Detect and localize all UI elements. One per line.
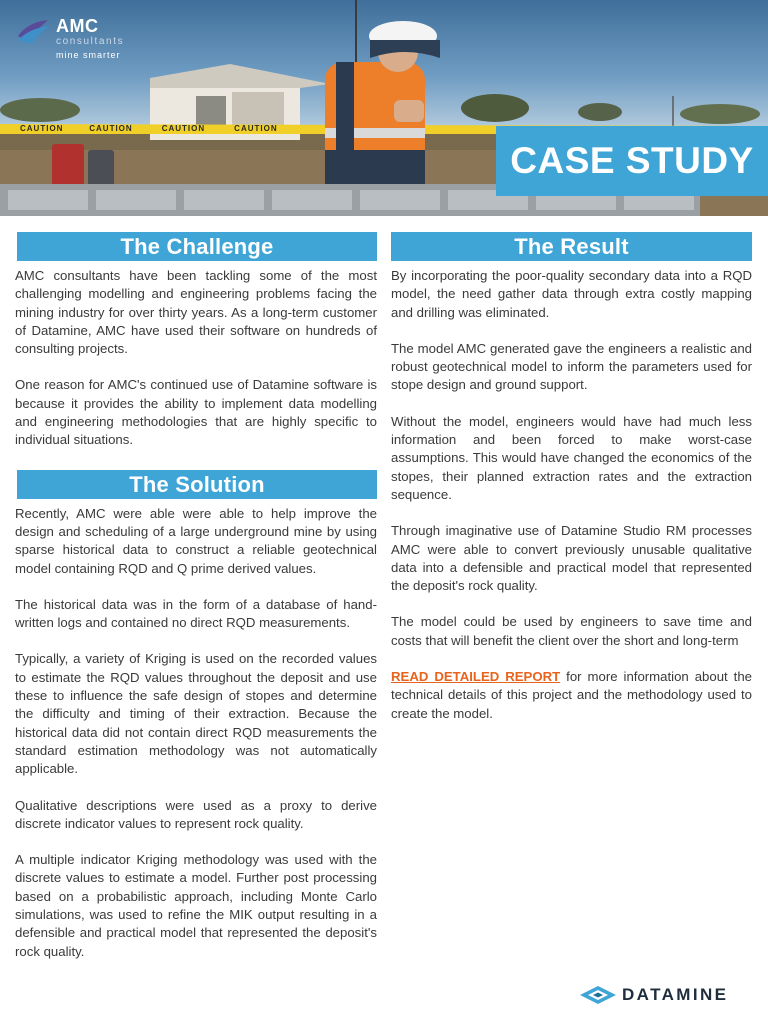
solution-paragraph: Recently, AMC were able were able to help improve the design and scheduling of a large underground mine by using sparse historical data to construct a reliable geotechnical model containing RQD and Q prime derived values. <box>15 505 377 576</box>
amc-logo[interactable] <box>16 16 146 64</box>
result-heading: The Result <box>391 232 752 261</box>
logo-name: AMC <box>56 16 99 36</box>
challenge-heading: The Challenge <box>17 232 377 261</box>
report-description: for more information about the technical details of this project and the methodology used to create the model. <box>391 669 752 721</box>
caution-tape-text: CAUTION CAUTION CAUTION CAUTION <box>20 124 278 133</box>
solution-paragraph: The historical data was in the form of a database of hand-written logs and contained no direct RQD measurements. <box>15 596 377 631</box>
result-paragraph: The model AMC generated gave the engineers a realistic and robust geotechnical model to inform the parameters used for stope design and ground support. <box>391 340 752 393</box>
solution-paragraph: Typically, a variety of Kriging is used on the recorded values to estimate the RQD values throughout the deposit and use these to influence the safe design of stopes and determine the difficulty and timing of their extraction. Because the historical data did not contain direct RQD measurements the standard estimation methodology was not automatically applicable. <box>15 651 377 777</box>
solution-paragraph: A multiple indicator Kriging methodology was used with the discrete values to estimate a model. Further post processing based on a probabilistic approach, including Monte Carlo simulations, was used to refine the MIK output resulting in a defensible and practical model that represented the deposit's rock quality. <box>15 852 377 959</box>
datamine-brand: DATAMINE <box>622 985 729 1004</box>
hero-banner <box>0 0 768 216</box>
solution-paragraph: Qualitative descriptions were used as a proxy to derive discrete indicator values to represent rock quality. <box>15 797 377 831</box>
amc-wave-icon <box>16 18 50 44</box>
right-column <box>391 232 752 741</box>
challenge-paragraph: One reason for AMC's continued use of Datamine software is because it provides the ability to implement data modelling and engineering methodologies that are highly specific to individual situations. <box>15 377 377 448</box>
report-paragraph <box>391 668 752 723</box>
result-paragraph: By incorporating the poor-quality secondary data into a RQD model, the need gather data through extra costly mapping and drilling was eliminated. <box>391 268 752 320</box>
left-column <box>15 232 377 979</box>
logo-subtitle: consultants <box>56 36 125 47</box>
result-paragraph: Without the model, engineers would have had much less information and been forced to make worst-case assumptions. This would have changed the economics of the stopes, their planned extraction rates and the extraction sequence. <box>391 413 752 502</box>
case-study-banner: CASE STUDY <box>496 126 768 196</box>
datamine-diamond-icon <box>580 986 616 1004</box>
solution-heading: The Solution <box>17 470 377 499</box>
result-paragraph: Through imaginative use of Datamine Studio RM processes AMC were able to convert previously unusable qualitative data into a defensible and practical model that represented the deposit's rock quality. <box>391 523 752 594</box>
result-paragraph: The model could be used by engineers to save time and costs that will benefit the client over the short and long-term <box>391 614 752 648</box>
datamine-logo[interactable] <box>580 984 760 1006</box>
logo-tagline: mine smarter <box>56 50 121 60</box>
challenge-paragraph: AMC consultants have been tackling some of the most challenging modelling and engineering problems facing the mining industry for over thirty years. As a long-term customer of Datamine, AMC have used their software on hundreds of consulting projects. <box>15 268 377 357</box>
read-detailed-report-link[interactable]: READ DETAILED REPORT <box>391 669 561 685</box>
